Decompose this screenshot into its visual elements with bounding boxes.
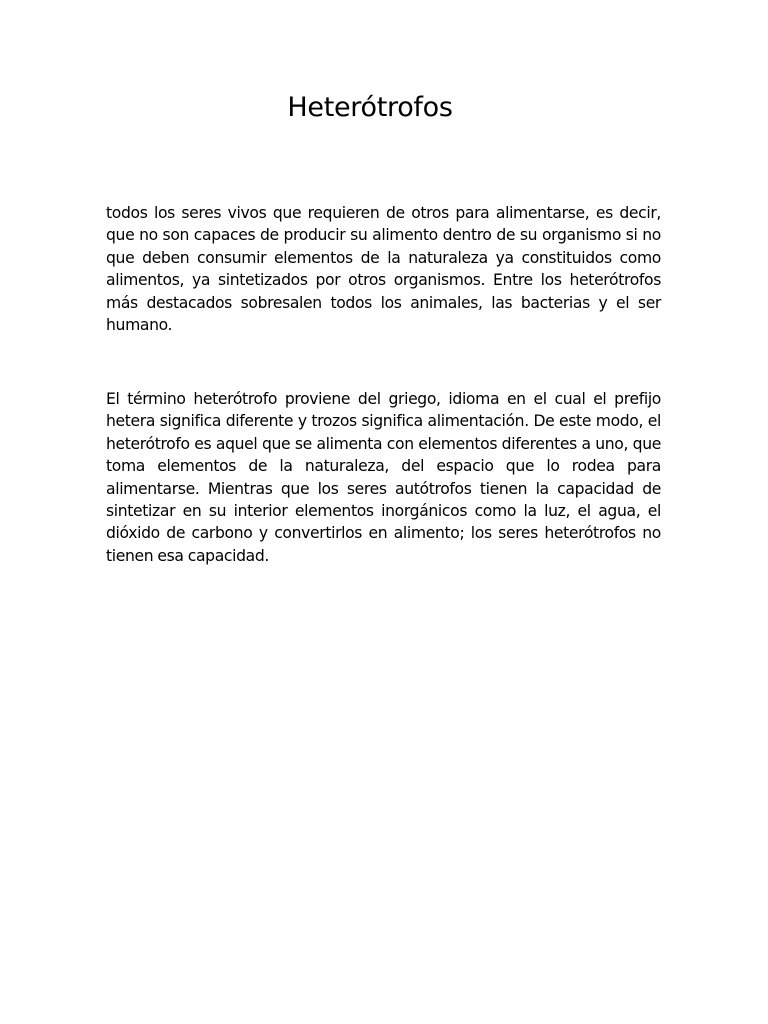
document-title: Heterótrofos [287,92,453,123]
paragraph-definition: todos los seres vivos que requieren de otros para alimentarse, es decir, que no son capaces de producir su alimento dentro de su organismo si no que deben consumir elementos de la naturaleza ya constituidos como alimentos, ya sintetizados por otros organismos. Entre los heterótrofos más destacados sobresalen todos los animales, las bacterias y el ser humano. [106,204,661,335]
paragraph-etymology: El término heterótrofo proviene del griego, idioma en el cual el prefijo hetera significa diferente y trozos significa alimentación. De este modo, el heterótrofo es aquel que se alimenta con elementos diferentes a uno, que toma elementos de la naturaleza, del espacio que lo rodea para alimentarse. Mientras que los seres autótrofos tienen la capacidad de sintetizar en su interior elementos inorgánicos como la luz, el agua, el dióxido de carbono y convertirlos en alimento; los seres heterótrofos no tienen esa capacidad. [106,390,661,565]
